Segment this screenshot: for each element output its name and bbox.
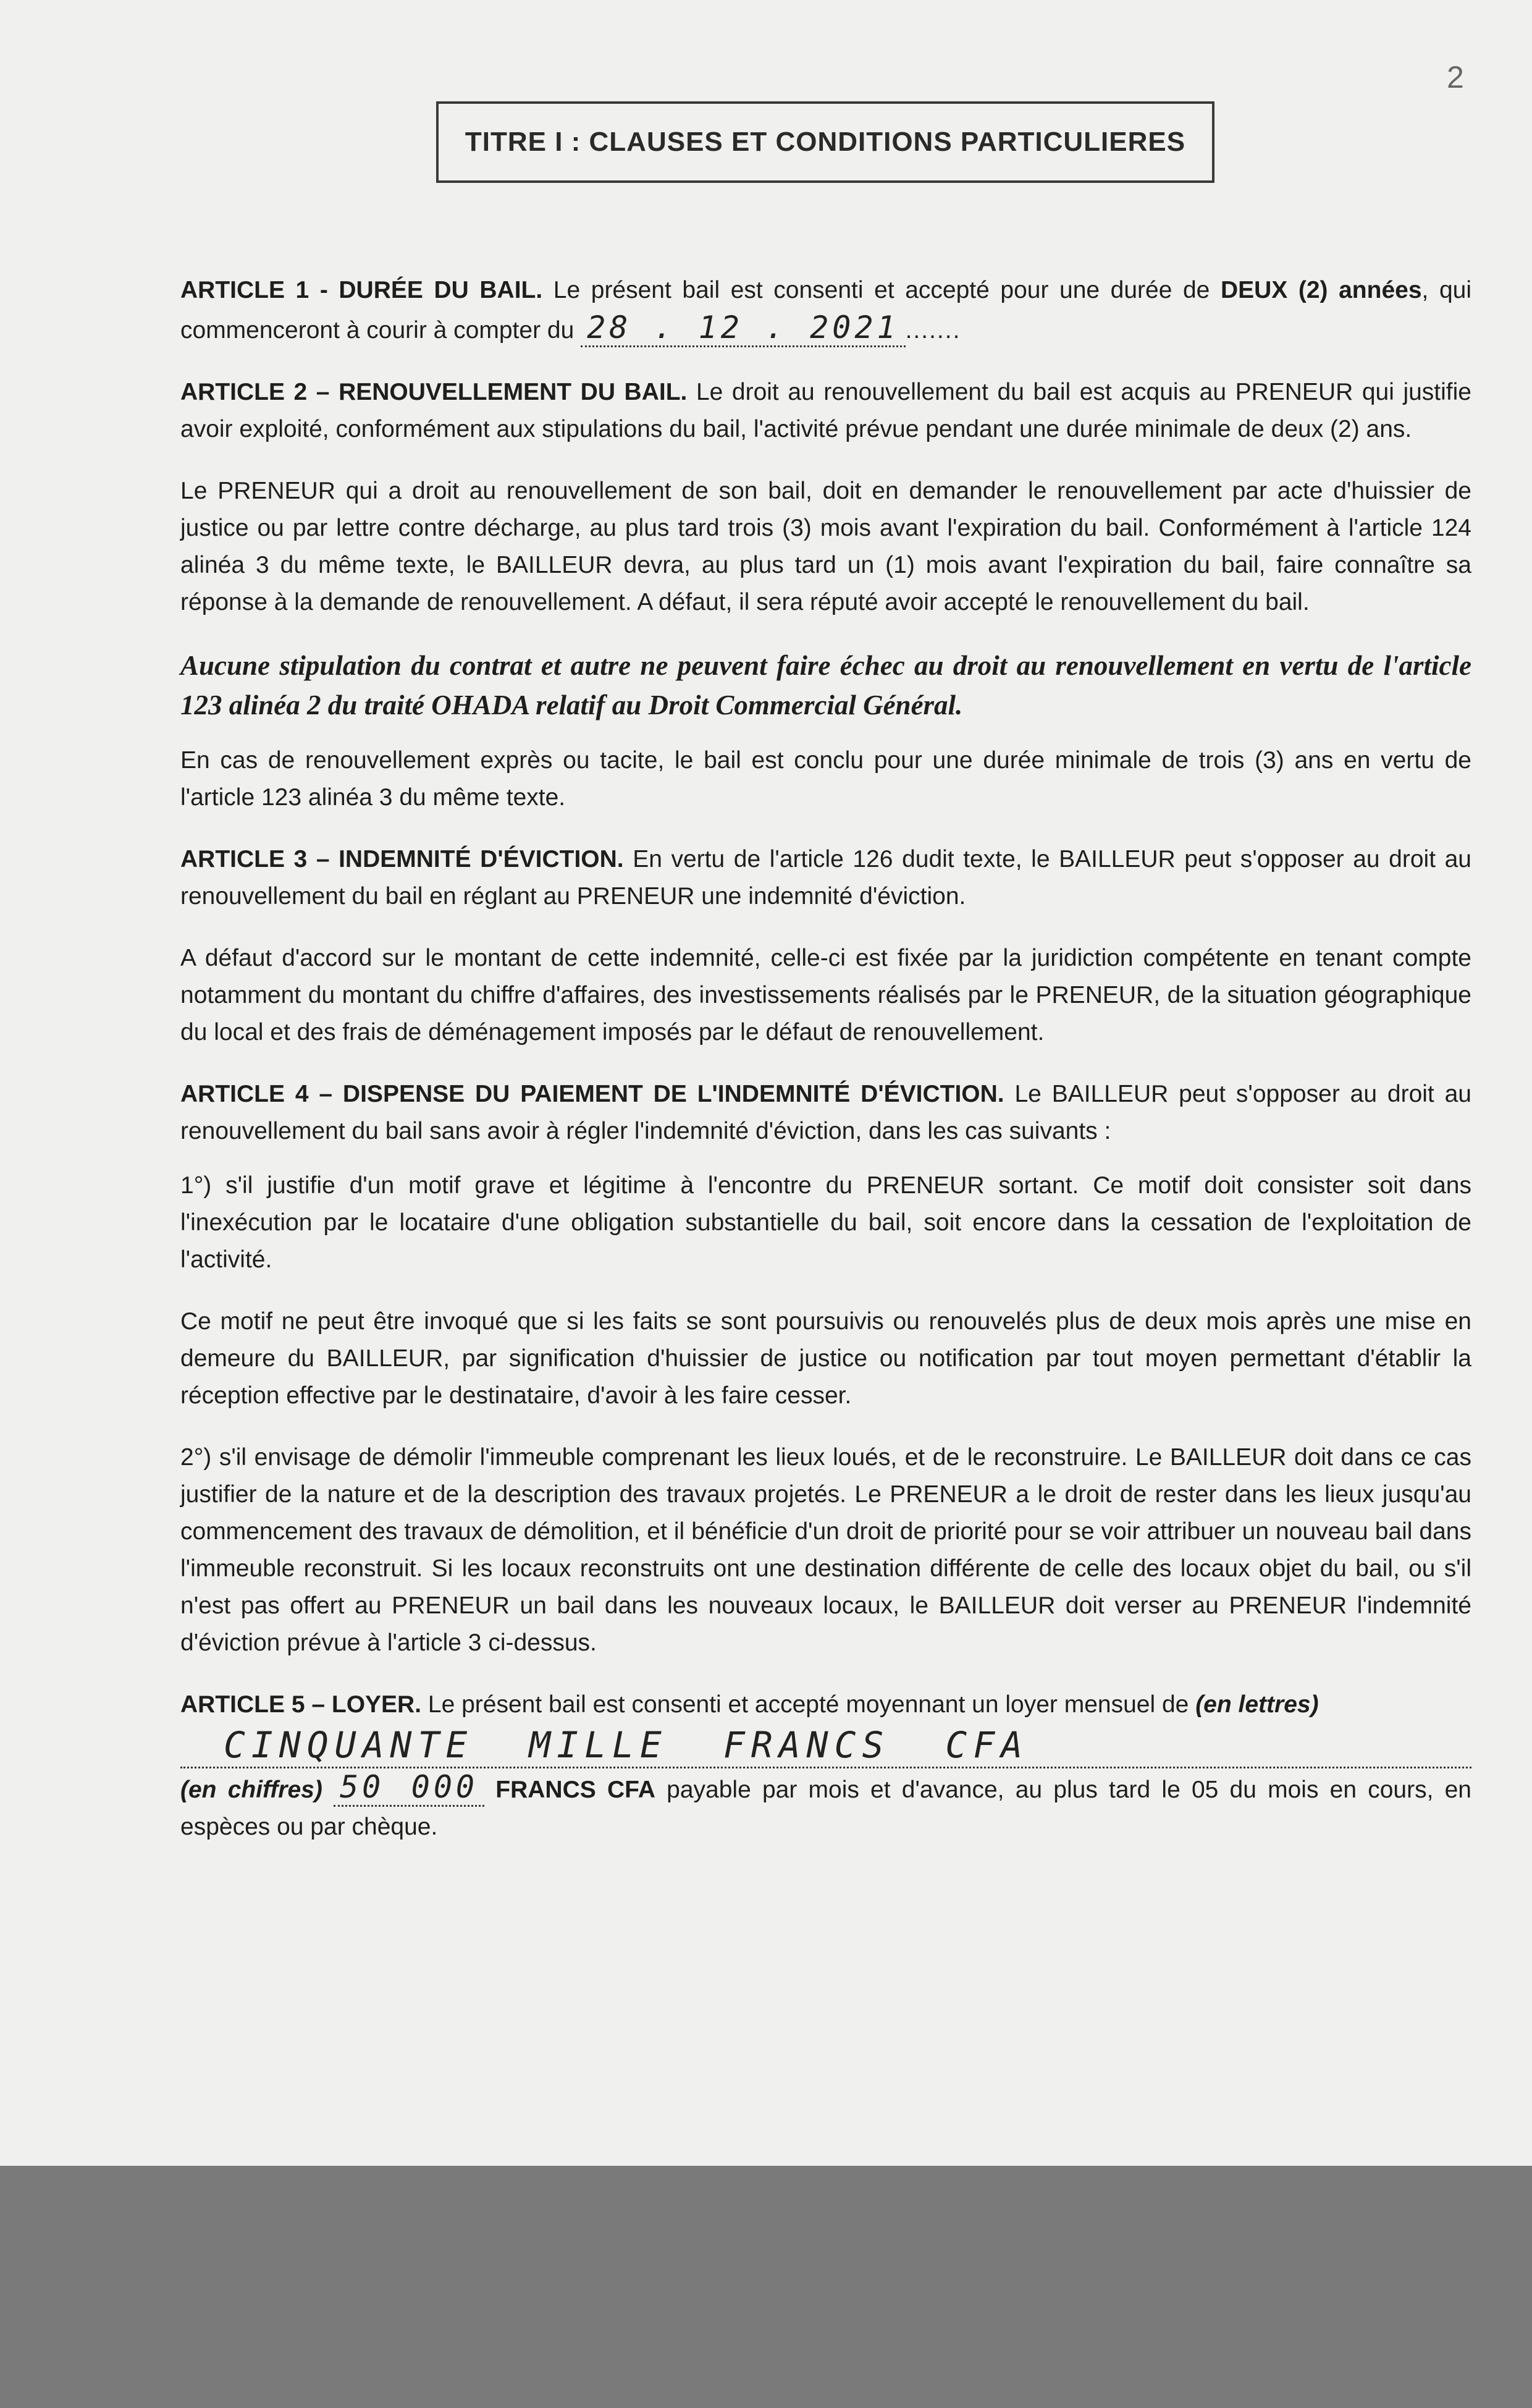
- article-5-text-b: payable par mois et d'avance, au plus tard le 05 du mois en cours, en espèces ou par chèque.: [180, 1776, 1471, 1840]
- article-3-text: En vertu de l'article 126 dudit texte, le BAILLEUR peut s'opposer au droit au renouvellement du bail en réglant au PRENEUR une indemnité d'éviction.: [180, 846, 1471, 910]
- article-5: [180, 1686, 1471, 1846]
- article-5-en-chiffres: (en chiffres): [180, 1776, 322, 1803]
- article-2-heading: ARTICLE 2 – RENOUVELLEMENT DU BAIL.: [180, 379, 688, 405]
- article-4-p1: [180, 1076, 1471, 1150]
- handwritten-word: FRANCS: [723, 1724, 890, 1766]
- title-box: [436, 101, 1214, 183]
- article-2-p1: [180, 374, 1471, 448]
- article-3-p2: A défaut d'accord sur le montant de cette indemnité, celle-ci est fixée par la juridiction compétente en tenant compte notamment du montant du chiffre d'affaires, des investissements réalisés par le PRENEUR, de la situation géographique du local et des frais de déménagement imposés par le défaut de renouvellement.: [180, 945, 1471, 1046]
- article-4-text: Le BAILLEUR peut s'opposer au droit au renouvellement du bail sans avoir à régler l'indemnité d'éviction, dans les cas suivants :: [180, 1081, 1471, 1144]
- article-3-p1: [180, 841, 1471, 915]
- article-4-p4: 2°) s'il envisage de démolir l'immeuble comprenant les lieux loués, et de le reconstruire. Le BAILLEUR doit dans ce cas justifier de la nature et de la description des travaux projetés. Le PRENEUR a le droit de rester dans les lieux jusqu'au commencement des travaux de démolition, et il bénéficie d'un droit de priorité pour se voir attribuer un nouveau bail dans l'immeuble reconstruit. Si les locaux reconstruits ont une destination différente de celle des locaux objet du bail, ou s'il n'est pas offert au PRENEUR un bail dans les nouveaux locaux, le BAILLEUR doit verser au PRENEUR l'indemnité d'éviction prévue à l'article 3 ci-dessus.: [180, 1444, 1471, 1656]
- article-2-p4: En cas de renouvellement exprès ou tacite, le bail est conclu pour une durée minimale de trois (3) ans en vertu de l'article 123 alinéa 3 du même texte.: [180, 747, 1471, 811]
- article-2-emphasis: Aucune stipulation du contrat et autre ne peuvent faire échec au droit au renouvellement en vertu de l'article 123 alinéa 2 du traité OHADA relatif au Droit Commercial Général.: [180, 650, 1471, 720]
- article-3-heading: ARTICLE 3 – INDEMNITÉ D'ÉVICTION.: [180, 846, 624, 872]
- article-1: [180, 272, 1471, 349]
- document-body: [180, 272, 1471, 1870]
- article-5-en-lettres: (en lettres): [1195, 1691, 1319, 1718]
- handwritten-word: CFA: [945, 1724, 1029, 1766]
- article-5-heading: ARTICLE 5 – LOYER.: [180, 1691, 422, 1718]
- article-1-text-b: , qui commenceront à courir à compter du: [180, 277, 1471, 344]
- article-1-dots: .......: [905, 317, 961, 344]
- article-5-handwritten-amount: 50 000: [334, 1769, 484, 1807]
- page-number: 2: [1447, 60, 1464, 95]
- handwritten-word: CINQUANTE: [224, 1724, 474, 1766]
- article-2-p2: Le PRENEUR qui a droit au renouvellement de son bail, doit en demander le renouvellement par acte d'huissier de justice ou par lettre contre décharge, au plus tard trois (3) mois avant l'expiration du bail. Conformément à l'article 124 alinéa 3 du même texte, le BAILLEUR devra, au plus tard un (1) mois avant l'expiration du bail, faire connaître sa réponse à la demande de renouvellement. A défaut, il sera réputé avoir accepté le renouvellement du bail.: [180, 478, 1471, 615]
- handwritten-word: MILLE: [529, 1724, 668, 1766]
- scanner-background: [0, 2166, 1532, 2408]
- article-1-duration: DEUX (2) années: [1220, 277, 1422, 303]
- article-4-p3: Ce motif ne peut être invoqué que si les faits se sont poursuivis ou renouvelés plus de deux mois après une mise en demeure du BAILLEUR, par signification d'huissier de justice ou notification par tout moyen permettant d'établir la réception effective par le destinataire, d'avoir à les faire cesser.: [180, 1308, 1471, 1409]
- article-1-heading: ARTICLE 1 - DURÉE DU BAIL.: [180, 277, 543, 303]
- article-5-currency: FRANCS CFA: [495, 1776, 655, 1803]
- article-1-handwritten-date: 28 . 12 . 2021: [581, 310, 905, 347]
- article-4-heading: ARTICLE 4 – DISPENSE DU PAIEMENT DE L'INDEMNITÉ D'ÉVICTION.: [180, 1081, 1004, 1107]
- article-4-p2: 1°) s'il justifie d'un motif grave et légitime à l'encontre du PRENEUR sortant. Ce motif doit consister soit dans l'inexécution par le locataire d'une obligation substantielle du bail, soit encore dans la cessation de l'exploitation de l'activité.: [180, 1172, 1471, 1273]
- article-1-text-a: Le présent bail est consenti et accepté pour une durée de: [553, 277, 1210, 303]
- article-2-text: Le droit au renouvellement du bail est acquis au PRENEUR qui justifie avoir exploité, conformément aux stipulations du bail, l'activité prévue pendant une durée minimale de deux (2) ans.: [180, 379, 1471, 442]
- article-5-text-a: Le présent bail est consenti et accepté moyennant un loyer mensuel de: [427, 1691, 1189, 1718]
- page-title: TITRE I : CLAUSES ET CONDITIONS PARTICULIERES: [465, 127, 1186, 157]
- article-5-handwritten-words: [180, 1723, 1471, 1768]
